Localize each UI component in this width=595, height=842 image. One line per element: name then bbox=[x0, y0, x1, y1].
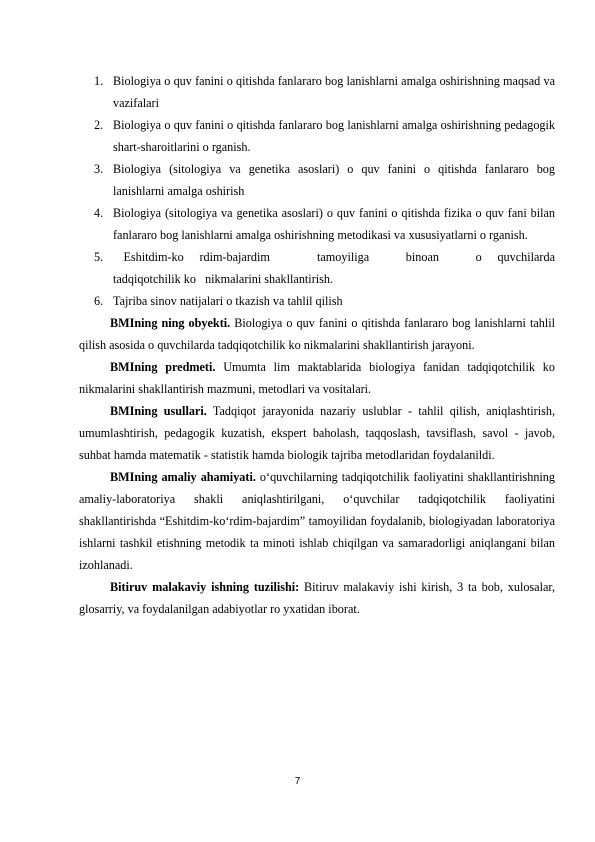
list-text: Biologiya (sitologiya va genetika asoslari) o quv fanini o qitishda fizika o quv fani bilan fanlararo bog lanishlarni amalga oshirishning metodikasi va xususiyatlarni o rganish. bbox=[113, 206, 555, 242]
paragraph-practical-value bbox=[79, 466, 555, 576]
list-text: Tajriba sinov natijalari o tkazish va tahlil qilish bbox=[113, 294, 343, 308]
paragraph-object bbox=[79, 312, 555, 356]
list-number: 1. bbox=[94, 74, 104, 88]
paragraph-label: BMIning usullari. bbox=[110, 404, 207, 418]
list-item bbox=[79, 114, 555, 158]
list-number: 2. bbox=[94, 118, 104, 132]
paragraph-label: BMIning predmeti. bbox=[110, 360, 216, 374]
paragraph-text: o‘quvchilarning tadqiqotchilik faoliyatini shakllantirishning amaliy-laboratoriya shakli aniqlashtirilgani, o‘quvchilar tadqiqotchilik faoliyatini shakllantirishda “Eshitdim-ko‘rdim-bajardim” tamoyilidan foydalanib, biologiyadan laboratoriya ishlarni tashkil etishning metodik ta minoti ishlab chiqilgan va samaradorligi aniqlangani bilan izohlanadi. bbox=[79, 470, 555, 572]
paragraph-text: Biologiya o quv fanini o qitishda fanlararo bog lanishlarni tahlil qilish asosida o quvchilarda tadqiqotchilik ko nikmalarini shakllantirish jarayoni. bbox=[79, 316, 556, 352]
document-body bbox=[79, 70, 559, 620]
list-text: Biologiya o quv fanini o qitishda fanlararo bog lanishlarni amalga oshirishning pedagogik shart-sharoitlarini o rganish. bbox=[113, 118, 555, 154]
list-item bbox=[79, 158, 555, 202]
objectives-list bbox=[79, 70, 559, 312]
list-number: 4. bbox=[94, 206, 104, 220]
page-number: 7 bbox=[294, 776, 301, 787]
list-text: Biologiya (sitologiya va genetika asoslari) o quv fanini o qitishda fanlararo bog lanishlarni amalga oshirish bbox=[113, 162, 555, 198]
list-text: Biologiya o quv fanini o qitishda fanlararo bog lanishlarni amalga oshirishning maqsad va vazifalari bbox=[113, 74, 555, 110]
list-text: Eshitdim-ko rdim-bajardim tamoyiliga binoan o quvchilarda tadqiqotchilik ko nikmalarini shakllantirish. bbox=[113, 250, 559, 286]
paragraph-label: Bitiruv malakaviy ishning tuzilishi: bbox=[110, 580, 300, 594]
list-number: 5. bbox=[94, 250, 104, 264]
paragraph-label: BMIning ning obyekti. bbox=[110, 316, 231, 330]
paragraph-methods bbox=[79, 400, 555, 466]
list-item bbox=[79, 202, 555, 246]
list-item bbox=[79, 70, 555, 114]
paragraph-text: Umumta lim maktablarida biologiya fanidan tadqiqotchilik ko nikmalarini shakllantirish mazmuni, metodlari va vositalari. bbox=[79, 360, 555, 396]
paragraph-subject bbox=[79, 356, 555, 400]
paragraph-structure bbox=[79, 576, 555, 620]
paragraph-text: Tadqiqot jarayonida nazariy uslublar - tahlil qilish, aniqlashtirish, umumlashtirish, pedagogik kuzatish, ekspert baholash, taqqoslash, tavsiflash, savol - javob, suhbat hamda matematik - statistik hamda biologik tajriba metodlaridan foydalanildi. bbox=[79, 404, 555, 462]
list-item bbox=[79, 246, 559, 290]
paragraph-text: Bitiruv malakaviy ishi kirish, 3 ta bob, xulosalar, glosarriy, va foydalanilgan adabiyotlar ro yxatidan iborat. bbox=[79, 580, 555, 616]
list-number: 6. bbox=[94, 294, 104, 308]
list-number: 3. bbox=[94, 162, 104, 176]
list-item bbox=[79, 290, 555, 312]
paragraph-label: BMIning amaliy ahamiyati. bbox=[110, 470, 256, 484]
